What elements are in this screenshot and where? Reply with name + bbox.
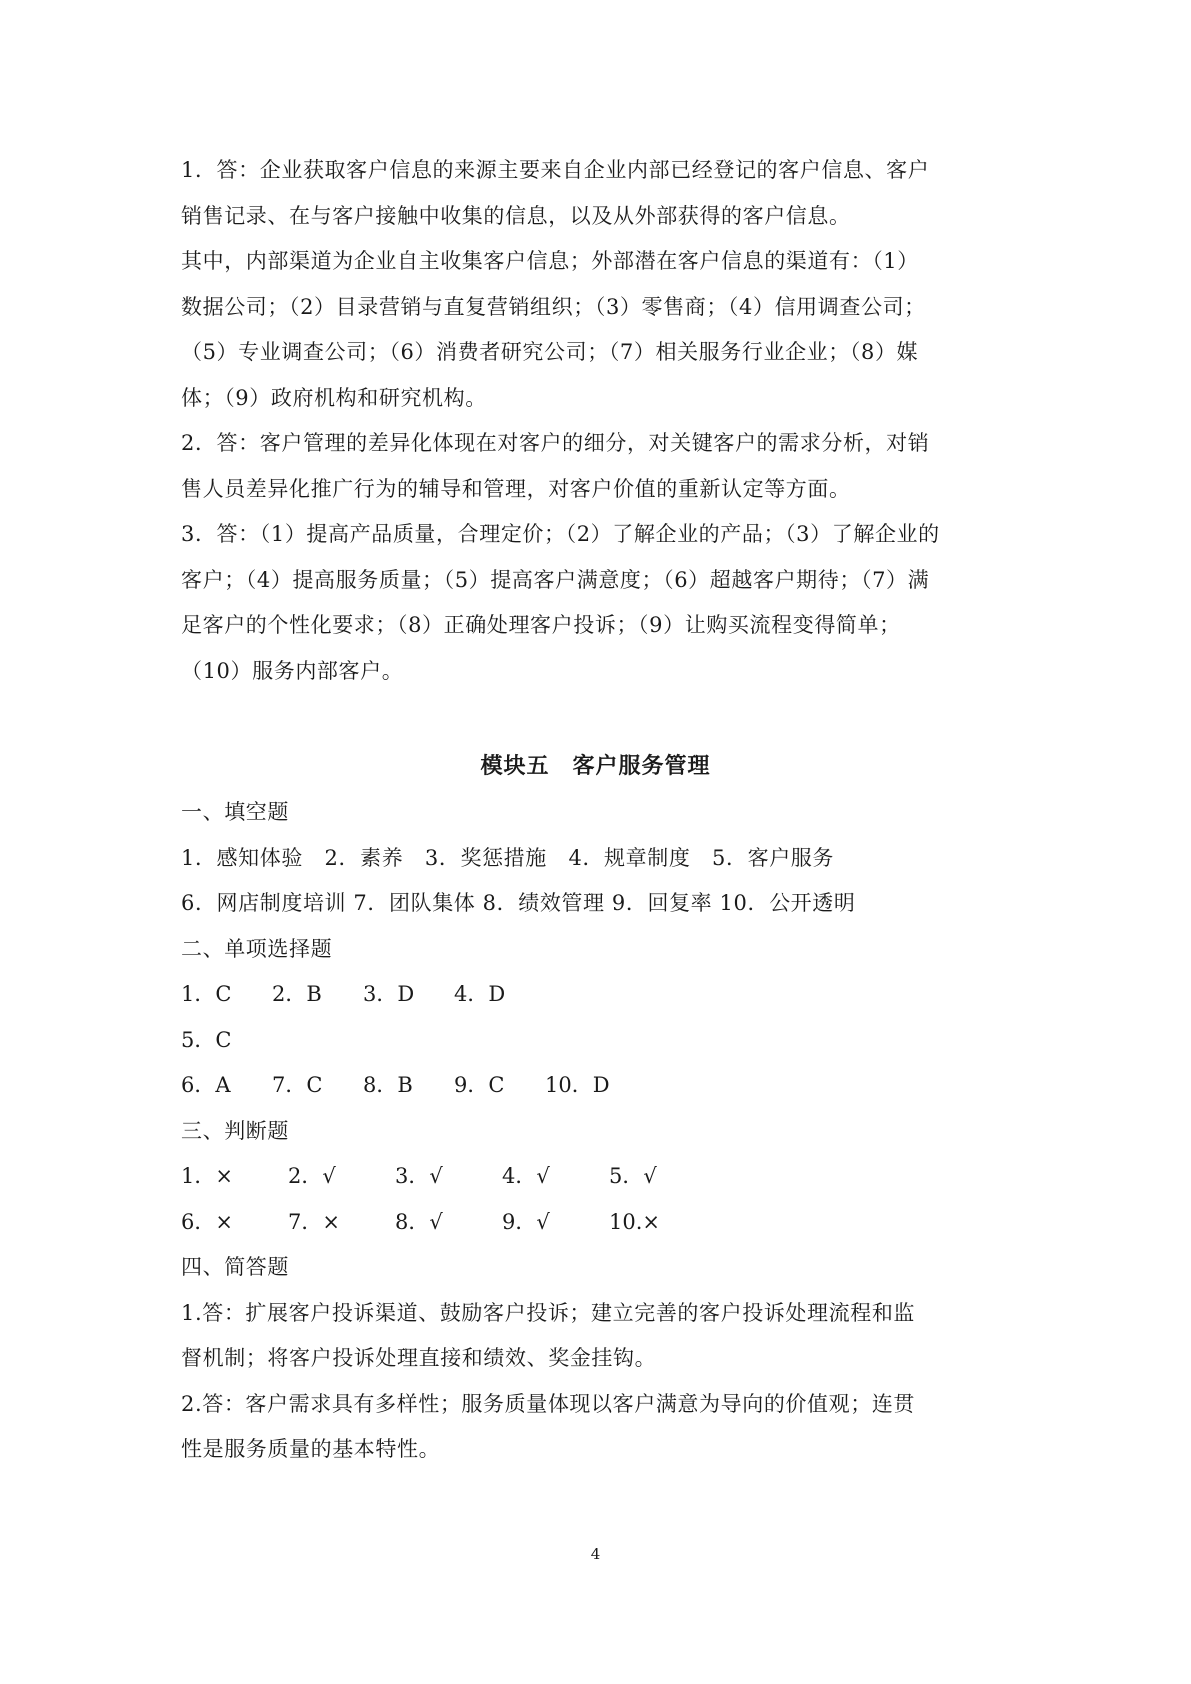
answer-3-line-1: 3．答：（1）提高产品质量，合理定价；（2）了解企业的产品；（3）了解企业的 xyxy=(181,522,940,546)
module-title: 模块五 客户服务管理 xyxy=(480,754,711,779)
choice-answer: 1．C xyxy=(181,982,232,1006)
judge-answer: 5．√ xyxy=(609,1164,657,1188)
judge-answer: 9．√ xyxy=(502,1210,550,1234)
judge-answer: 7．× xyxy=(288,1210,340,1234)
section-heading-judge: 三、判断题 xyxy=(181,1119,289,1143)
answer-1-line-3: 其中，内部渠道为企业自主收集客户信息；外部潜在客户信息的渠道有：（1） xyxy=(181,249,919,273)
choice-answer: 5．C xyxy=(181,1028,232,1052)
section-heading-choice: 二、单项选择题 xyxy=(181,937,333,961)
choice-answer: 7．C xyxy=(272,1073,323,1097)
page-number: 4 xyxy=(590,1545,601,1563)
choice-answer: 10．D xyxy=(545,1073,610,1097)
answer-1-line-6: 体；（9）政府机构和研究机构。 xyxy=(181,386,487,410)
choice-answer: 8．B xyxy=(363,1073,413,1097)
answer-2-line-1: 2．答：客户管理的差异化体现在对客户的细分，对关键客户的需求分析，对销 xyxy=(181,431,930,455)
answer-1-line-5: （5）专业调查公司；（6）消费者研究公司；（7）相关服务行业企业；（8）媒 xyxy=(181,340,919,364)
judge-answer: 10.× xyxy=(609,1210,660,1234)
section-heading-short: 四、简答题 xyxy=(181,1255,289,1279)
judge-answer: 4．√ xyxy=(502,1164,550,1188)
judge-answer: 3．√ xyxy=(395,1164,443,1188)
short-answer-2-line-2: 性是服务质量的基本特性。 xyxy=(181,1437,441,1461)
fill-answers-line-2: 6．网店制度培训 7．团队集体 8．绩效管理 9．回复率 10．公开透明 xyxy=(181,891,856,915)
section-heading-fill: 一、填空题 xyxy=(181,800,289,824)
answer-1-line-2: 销售记录、在与客户接触中收集的信息，以及从外部获得的客户信息。 xyxy=(181,204,851,228)
answer-2-line-2: 售人员差异化推广行为的辅导和管理，对客户价值的重新认定等方面。 xyxy=(181,477,851,501)
answer-3-line-4: （10）服务内部客户。 xyxy=(181,659,404,683)
fill-answers-line-1: 1．感知体验 2．素养 3．奖惩措施 4．规章制度 5．客户服务 xyxy=(181,846,835,870)
answer-3-line-2: 客户；（4）提高服务质量；（5）提高客户满意度；（6）超越客户期待；（7）满 xyxy=(181,568,930,592)
choice-answer: 2．B xyxy=(272,982,322,1006)
choice-answer: 3．D xyxy=(363,982,415,1006)
answer-1-line-1: 1．答：企业获取客户信息的来源主要来自企业内部已经登记的客户信息、客户 xyxy=(181,158,930,182)
answer-3-line-3: 足客户的个性化要求；（8）正确处理客户投诉；（9）让购买流程变得简单； xyxy=(181,613,901,637)
answer-1-line-4: 数据公司；（2）目录营销与直复营销组织；（3）零售商；（4）信用调查公司； xyxy=(181,295,926,319)
short-answer-2-line-1: 2.答：客户需求具有多样性；服务质量体现以客户满意为导向的价值观；连贯 xyxy=(181,1392,916,1416)
judge-answer: 1．× xyxy=(181,1164,233,1188)
choice-answer: 4．D xyxy=(454,982,506,1006)
judge-answer: 2．√ xyxy=(288,1164,336,1188)
choice-answer: 9．C xyxy=(454,1073,505,1097)
judge-answer: 8．√ xyxy=(395,1210,443,1234)
judge-answer: 6．× xyxy=(181,1210,233,1234)
short-answer-1-line-1: 1.答：扩展客户投诉渠道、鼓励客户投诉；建立完善的客户投诉处理流程和监 xyxy=(181,1301,916,1325)
short-answer-1-line-2: 督机制；将客户投诉处理直接和绩效、奖金挂钩。 xyxy=(181,1346,657,1370)
choice-answer: 6．A xyxy=(181,1073,231,1097)
